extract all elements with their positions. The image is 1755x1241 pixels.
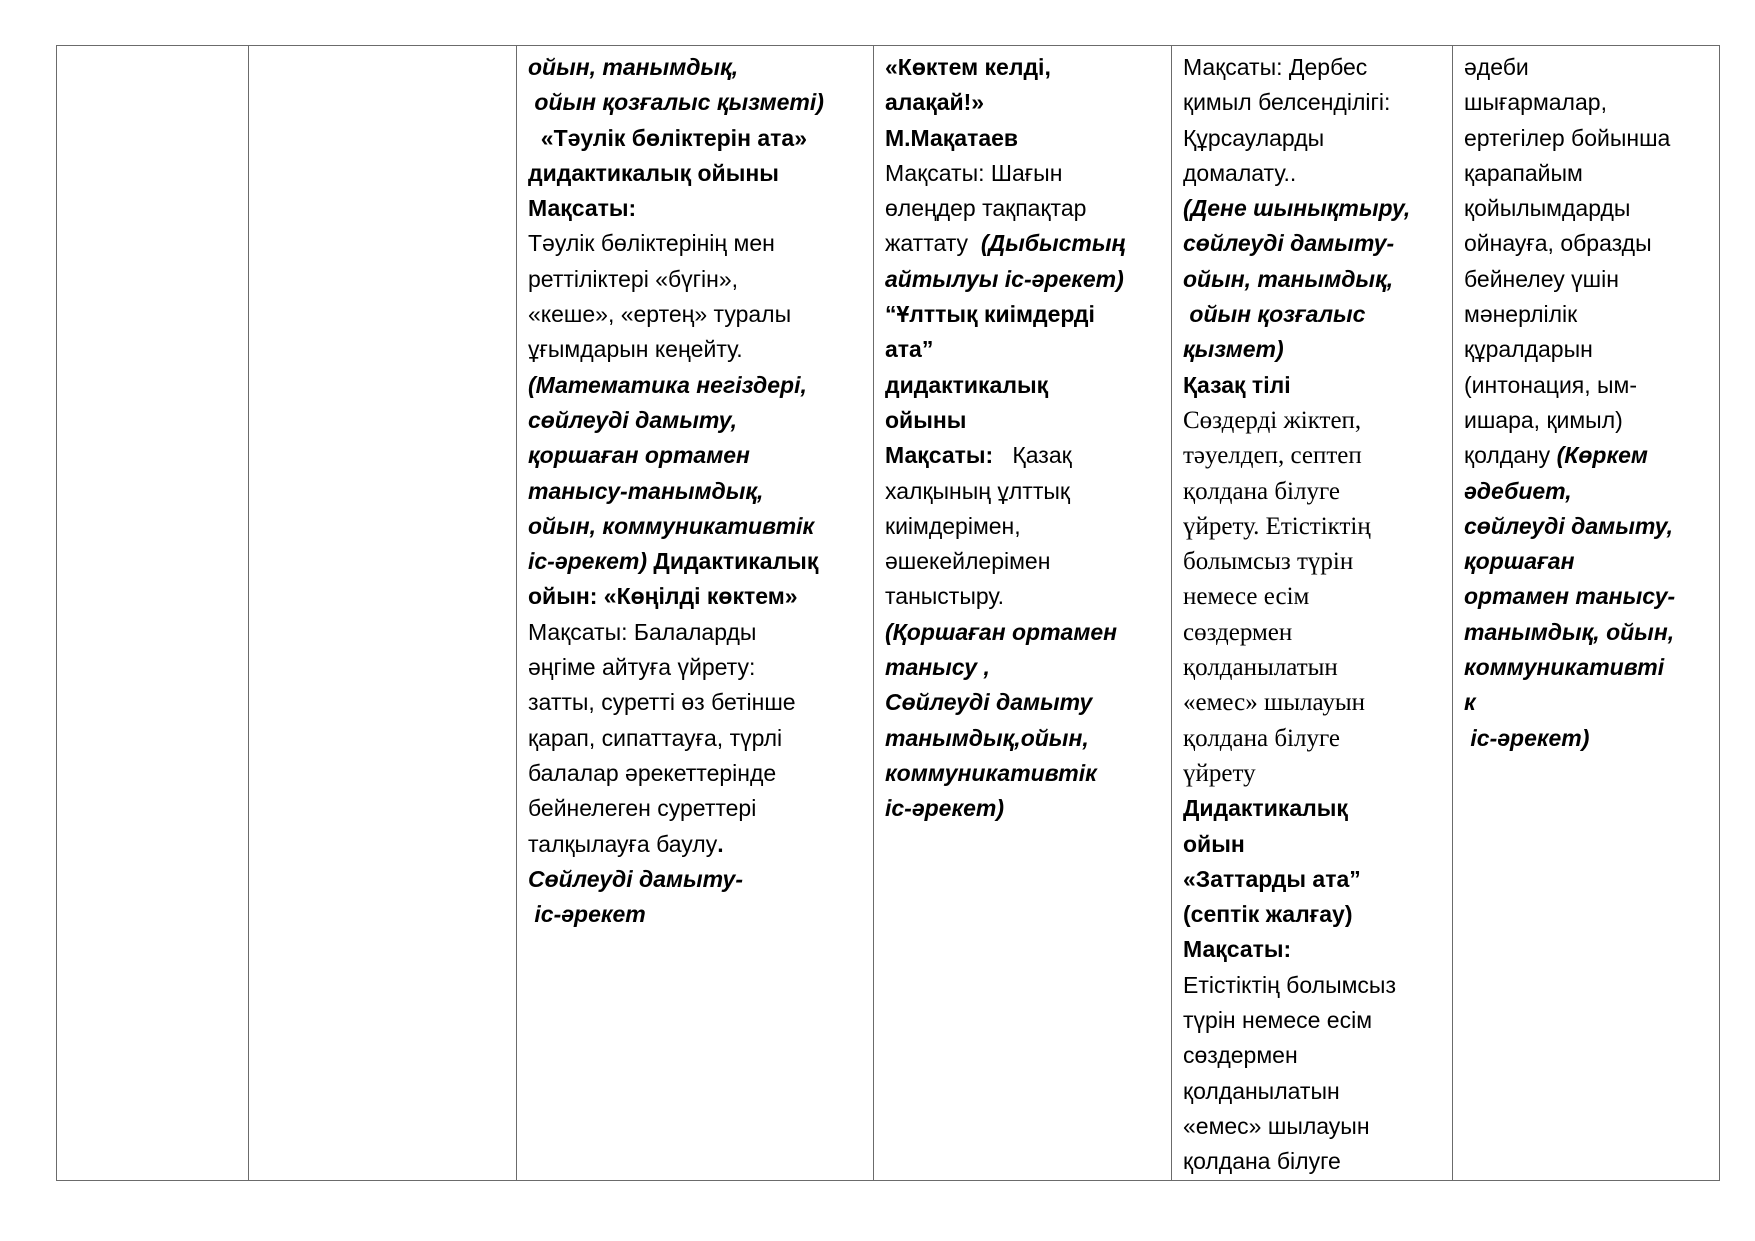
text-line [1183, 1003, 1444, 1038]
text-line [1464, 615, 1711, 650]
text-line [1464, 85, 1711, 120]
text-line [1464, 226, 1711, 261]
text-line [885, 332, 1163, 367]
text-run: сөздермен [1183, 618, 1293, 646]
text-run: (Математика негіздері, [528, 371, 807, 398]
text-run: ойын, танымдық, [528, 54, 739, 80]
text-line [528, 897, 865, 932]
text-run: коммуникативті [1464, 654, 1665, 681]
text-line [528, 544, 865, 579]
text-line [885, 721, 1163, 756]
text-line [528, 368, 865, 403]
text-run: сөйлеуді дамыту, [1464, 512, 1674, 539]
text-run: іс-әрекет [528, 901, 646, 928]
text-run: іс-әрекет) [528, 548, 648, 575]
text-line [528, 85, 865, 120]
text-run: ойыны [885, 406, 967, 433]
text-line [1183, 368, 1444, 403]
text-run: Мақсаты: [528, 195, 637, 222]
text-line [1464, 438, 1711, 473]
text-run: қолдана білуге [1183, 477, 1340, 505]
text-line [885, 403, 1163, 438]
text-run: қолданылатын [1183, 654, 1338, 682]
text-line [1183, 756, 1444, 791]
table-cell-literature [1453, 46, 1720, 1181]
text-line [528, 579, 865, 614]
text-run: ойнауға, образды [1464, 230, 1652, 257]
text-line [1183, 544, 1444, 579]
text-run: танымдық,ойын, [885, 724, 1089, 751]
text-run: Қазақ [993, 442, 1072, 469]
table-row [57, 46, 1720, 1181]
text-line [1183, 262, 1444, 297]
text-run: (Қоршаған ортамен [885, 618, 1118, 645]
text-line [1464, 721, 1711, 756]
text-line [528, 650, 865, 685]
text-line [1183, 685, 1444, 720]
text-line [1464, 368, 1711, 403]
text-line [528, 827, 865, 862]
text-run: әдеби [1464, 54, 1529, 80]
text-run: Мақсаты: Балаларды [528, 618, 757, 645]
text-run: ойын [1183, 830, 1245, 857]
text-run: таныстыру. [885, 583, 1004, 610]
text-run: Сөздерді жіктеп, [1183, 406, 1362, 434]
table-cell-empty-1 [57, 46, 249, 1181]
text-line [1183, 474, 1444, 509]
text-run: болымсыз түрін [1183, 548, 1354, 576]
text-run: Дидактикалық [647, 548, 819, 575]
text-line [1183, 121, 1444, 156]
text-line [1183, 650, 1444, 685]
text-line [528, 509, 865, 544]
text-run: мәнерлілік [1464, 301, 1578, 328]
text-line [1464, 579, 1711, 614]
text-line [885, 297, 1163, 332]
text-run: балалар әрекеттерінде [528, 759, 777, 786]
text-run: танымдық, ойын, [1464, 618, 1675, 645]
text-line [1183, 226, 1444, 261]
text-line [528, 791, 865, 826]
text-line [1183, 85, 1444, 120]
text-run: танысу , [885, 654, 990, 681]
text-run: (Дыбыстың [980, 230, 1126, 257]
text-line [1183, 827, 1444, 862]
text-run: ертегілер бойынша [1464, 124, 1671, 151]
text-line [1183, 191, 1444, 226]
text-line [885, 368, 1163, 403]
text-run: қоршаған [1464, 548, 1575, 575]
text-line [885, 685, 1163, 720]
text-line [885, 438, 1163, 473]
text-line [1183, 615, 1444, 650]
text-run: затты, суретті өз бетінше [528, 689, 796, 716]
text-line [885, 474, 1163, 509]
text-run: . [717, 830, 724, 857]
text-line [1183, 791, 1444, 826]
text-run: қызмет) [1183, 336, 1284, 363]
text-line [885, 121, 1163, 156]
text-run: Мақсаты: Дербес [1183, 54, 1368, 80]
text-run: танысу-танымдық, [528, 477, 764, 504]
text-line [1464, 650, 1711, 685]
text-run: «емес» шылауын [1183, 1112, 1370, 1139]
text-run: Дидактикалық [1183, 795, 1348, 822]
text-run: ұғымдарын кеңейту. [528, 336, 743, 363]
text-run: (Көркем [1556, 442, 1648, 469]
text-run: (септік жалғау) [1183, 901, 1353, 928]
text-line [885, 509, 1163, 544]
text-line [1183, 1109, 1444, 1144]
text-run: домалату.. [1183, 159, 1297, 186]
text-line [528, 156, 865, 191]
text-run: бейнелеген суреттері [528, 795, 757, 822]
text-run: жаттату [885, 230, 981, 257]
text-run: өлеңдер тақпақтар [885, 195, 1087, 222]
table-cell-didactic-games [517, 46, 874, 1181]
text-run: Мақсаты: Шағын [885, 159, 1063, 186]
text-run: Мақсаты: [885, 442, 994, 469]
text-line [1183, 156, 1444, 191]
text-run: ойын қозғалыс [1183, 301, 1366, 328]
text-line [528, 685, 865, 720]
text-run: «Тәулік бөліктерін ата» [528, 124, 807, 151]
text-line [528, 332, 865, 367]
text-run: қимыл белсенділігі: [1183, 89, 1391, 116]
text-run: ортамен танысу- [1464, 583, 1676, 610]
text-line [1464, 191, 1711, 226]
text-run: (Дене шынықтыру, [1183, 195, 1411, 222]
text-run: ойын, коммуникативтік [528, 512, 815, 539]
text-line [1183, 862, 1444, 897]
text-line [1183, 579, 1444, 614]
text-line [1183, 297, 1444, 332]
text-run: алақай!» [885, 89, 985, 116]
text-line [528, 191, 865, 226]
text-run: іс-әрекет) [885, 795, 1005, 822]
text-run: қоршаған ортамен [528, 442, 750, 469]
text-line [885, 50, 1163, 85]
text-line [528, 226, 865, 261]
text-line [885, 791, 1163, 826]
text-run: бейнелеу үшін [1464, 265, 1619, 292]
text-run: сөйлеуді дамыту- [1183, 230, 1395, 257]
text-line [885, 226, 1163, 261]
text-line [528, 721, 865, 756]
text-run: коммуникативтік [885, 759, 1097, 786]
text-line [1183, 897, 1444, 932]
text-run: «кеше», «ертең» туралы [528, 301, 792, 328]
text-run: үйрету. Етістіктің [1183, 512, 1371, 540]
text-line [885, 85, 1163, 120]
text-run: қолдана білуге [1183, 1148, 1341, 1175]
text-line [1464, 297, 1711, 332]
text-run: «Көктем келді, [885, 54, 1051, 80]
text-line [1464, 685, 1711, 720]
text-line [885, 650, 1163, 685]
text-line [1183, 968, 1444, 1003]
text-run: сөздермен [1183, 1042, 1298, 1069]
text-run: әңгіме айтуға үйрету: [528, 654, 756, 681]
text-line [1183, 1038, 1444, 1073]
text-line [528, 615, 865, 650]
text-run: ойын қозғалыс қызметі) [528, 89, 824, 116]
text-line [528, 121, 865, 156]
table-cell-empty-2 [249, 46, 517, 1181]
text-line [1464, 474, 1711, 509]
text-run: қарапайым [1464, 159, 1583, 186]
text-line [885, 262, 1163, 297]
table-cell-poem-and-clothes [874, 46, 1172, 1181]
text-run: қарап, сипаттауға, түрлі [528, 724, 783, 751]
text-line [1464, 121, 1711, 156]
text-run: киімдерімен, [885, 512, 1021, 539]
text-run: Сөйлеуді дамыту- [528, 865, 743, 892]
text-line [528, 862, 865, 897]
text-run: қолдану [1464, 442, 1557, 469]
text-run: айтылуы іс-әрекет) [885, 265, 1124, 292]
text-run: ишара, қимыл) [1464, 406, 1623, 433]
text-run: Етістіктің болымсыз [1183, 971, 1396, 998]
text-run: Қазақ тілі [1183, 371, 1291, 398]
text-line [1464, 509, 1711, 544]
text-run: әдебиет, [1464, 477, 1572, 504]
text-line [1464, 156, 1711, 191]
text-line [528, 474, 865, 509]
text-line [528, 403, 865, 438]
text-run: Мақсаты: [1183, 936, 1292, 963]
text-line [1464, 50, 1711, 85]
text-line [528, 756, 865, 791]
text-run: Сөйлеуді дамыту [885, 689, 1093, 716]
text-line [1183, 438, 1444, 473]
text-run: қолдана білуге [1183, 724, 1340, 752]
text-run: ата” [885, 336, 934, 363]
text-run: тәуелдеп, септеп [1183, 442, 1362, 470]
text-line [1183, 509, 1444, 544]
text-run: Құрсауларды [1183, 124, 1325, 151]
text-run: талқылауға баулу [528, 830, 718, 857]
text-run: қолданылатын [1183, 1077, 1340, 1104]
text-line [528, 50, 865, 85]
text-line [528, 297, 865, 332]
text-line [885, 756, 1163, 791]
table-cell-kazakh-language [1172, 46, 1453, 1181]
text-run: Тәулік бөліктерінің мен [528, 230, 775, 257]
text-run: «Заттарды ата” [1183, 865, 1361, 892]
text-line [885, 156, 1163, 191]
text-line [1183, 1144, 1444, 1179]
text-line [1183, 932, 1444, 967]
text-run: “Ұлттық киімдерді [885, 301, 1095, 328]
text-line [885, 579, 1163, 614]
text-line [528, 438, 865, 473]
text-run: «емес» шылауын [1183, 689, 1366, 717]
text-run: үйрету [1183, 759, 1256, 787]
text-run: дидактикалық ойыны [528, 159, 779, 186]
text-run: сөйлеуді дамыту, [528, 406, 738, 433]
text-run: реттіліктері «бүгін», [528, 265, 739, 292]
text-run: шығармалар, [1464, 89, 1607, 116]
text-run: құралдарын [1464, 336, 1593, 363]
text-line [528, 262, 865, 297]
text-line [1183, 403, 1444, 438]
text-run: халқының ұлттық [885, 477, 1070, 504]
text-line [1464, 262, 1711, 297]
text-run: (интонация, ым- [1464, 371, 1638, 398]
text-line [1183, 332, 1444, 367]
text-run: әшекейлерімен [885, 548, 1051, 575]
schedule-table [56, 45, 1720, 1181]
text-line [1183, 721, 1444, 756]
text-line [1183, 50, 1444, 85]
text-line [1183, 1074, 1444, 1109]
text-run: немесе есім [1183, 583, 1310, 611]
text-run: М.Мақатаев [885, 124, 1019, 151]
text-run: ойын: «Көңілді көктем» [528, 583, 798, 610]
text-run: ойын, танымдық, [1183, 265, 1394, 292]
text-line [1464, 332, 1711, 367]
text-line [1464, 544, 1711, 579]
text-line [885, 544, 1163, 579]
text-line [885, 191, 1163, 226]
text-line [1464, 403, 1711, 438]
text-run: іс-әрекет) [1464, 724, 1590, 751]
text-line [885, 615, 1163, 650]
text-run: қойылымдарды [1464, 195, 1631, 222]
text-run: дидактикалық [885, 371, 1049, 398]
text-run: к [1464, 689, 1476, 716]
text-run: түрін немесе есім [1183, 1007, 1373, 1034]
